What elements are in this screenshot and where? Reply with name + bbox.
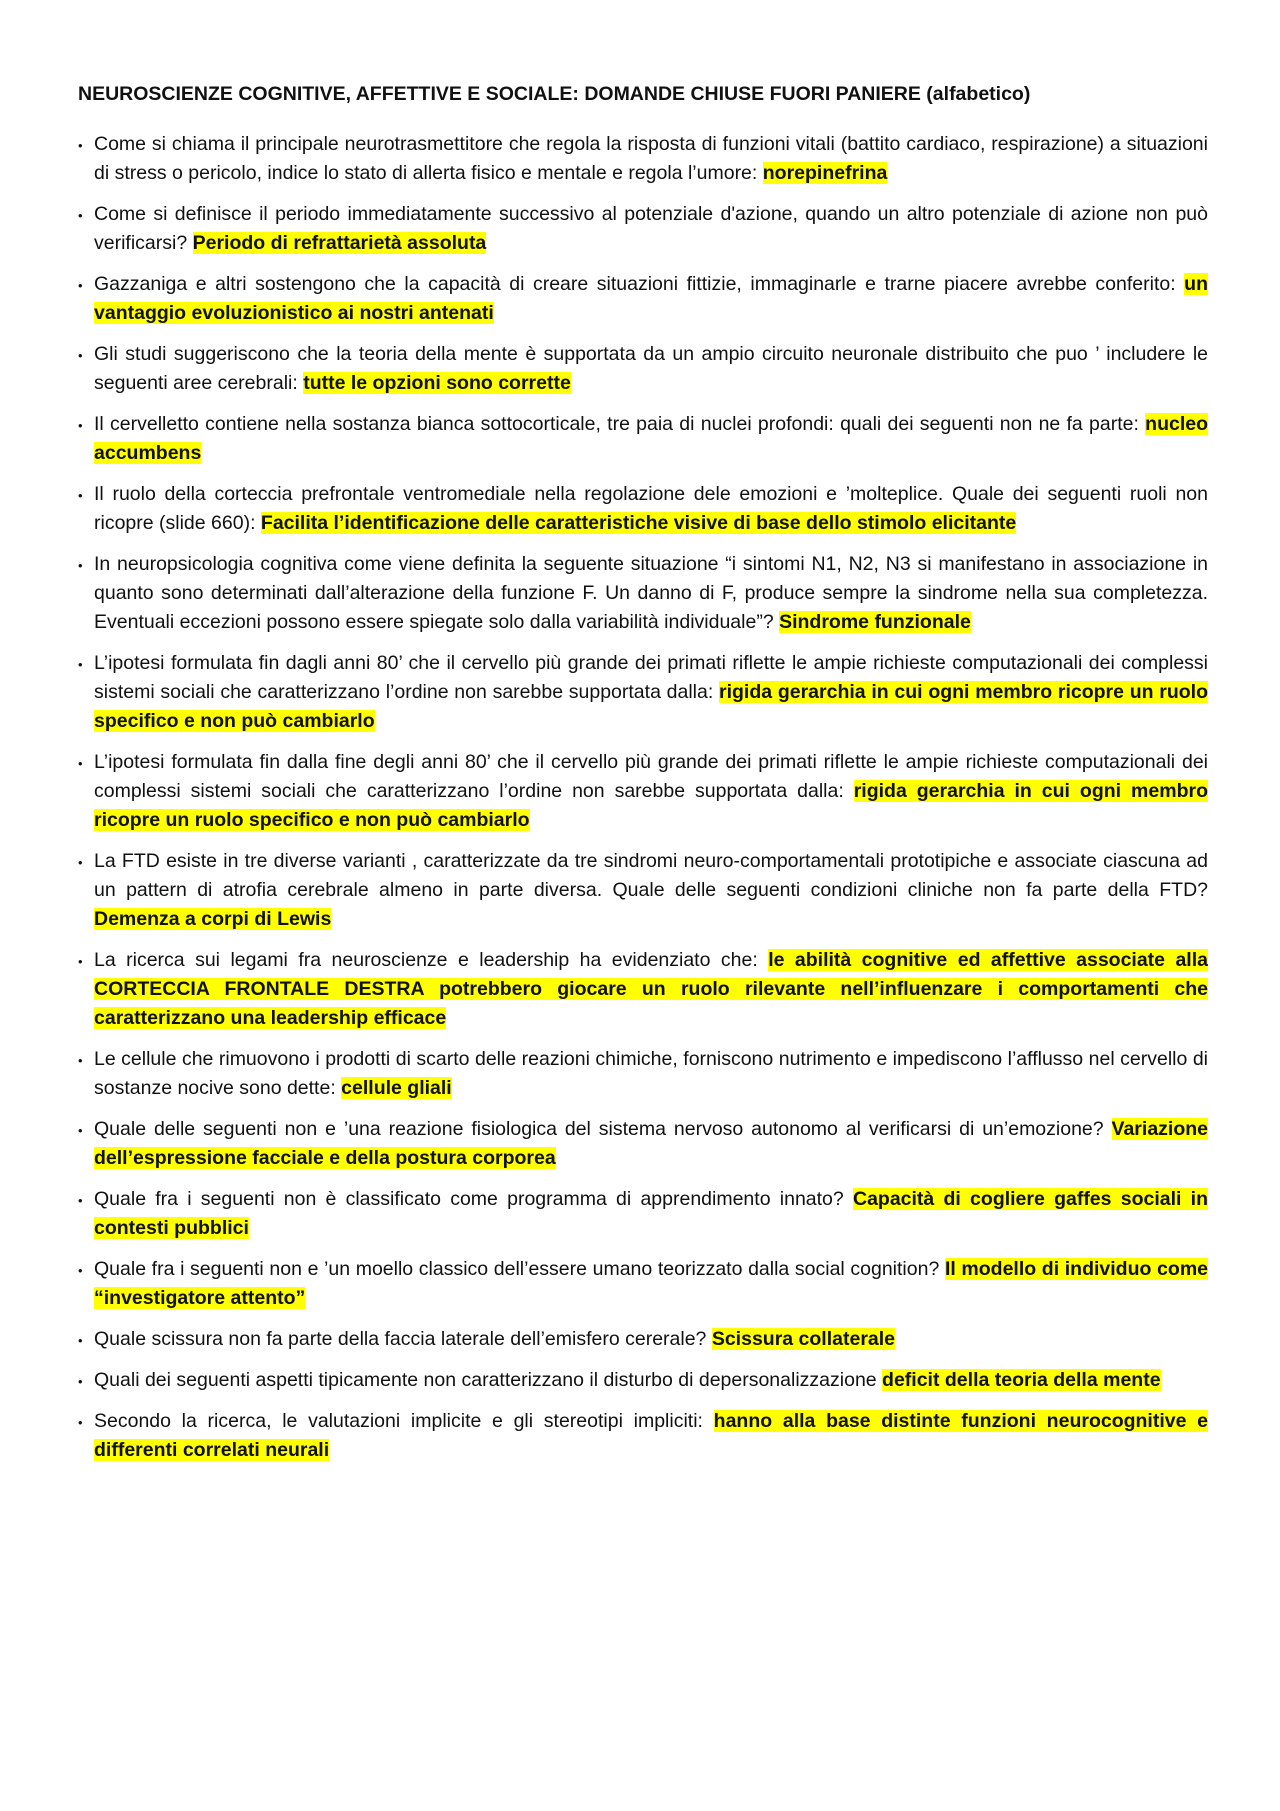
list-item [78, 270, 1208, 328]
bullet-icon: • [78, 954, 83, 969]
question-text: Il ruolo della corteccia prefrontale ventromediale nella regolazione dele emozioni e ’molteplice. Quale dei seguenti ruoli non ricopre (slide 660): [94, 483, 1208, 534]
bullet-icon: • [78, 1193, 83, 1208]
highlighted-answer: Capacità di cogliere gaffes sociali in contesti pubblici [94, 1188, 1208, 1239]
question-text: Il cervelletto contiene nella sostanza bianca sottocorticale, tre paia di nuclei profondi: quali dei seguenti non ne fa parte: [94, 413, 1146, 435]
list-item [78, 1185, 1208, 1243]
document-title: NEUROSCIENZE COGNITIVE, AFFETTIVE E SOCIALE: DOMANDE CHIUSE FUORI PANIERE (alfabetico) [78, 83, 1031, 105]
bullet-icon: • [78, 278, 83, 293]
list-item [78, 1045, 1208, 1103]
list-item [78, 847, 1208, 934]
question-text: Quale scissura non fa parte della faccia laterale dell’emisfero cererale? [94, 1328, 712, 1350]
list-item [78, 1115, 1208, 1173]
highlighted-answer: tutte le opzioni sono corrette [303, 372, 571, 394]
highlighted-answer: norepinefrina [762, 162, 888, 184]
list-item [78, 1325, 1208, 1354]
list-item [78, 946, 1208, 1033]
question-text: Quale fra i seguenti non è classificato come programma di apprendimento innato? [94, 1188, 853, 1210]
bullet-icon: • [78, 488, 83, 503]
highlighted-answer: Variazione dell’espressione facciale e della postura corporea [94, 1118, 1208, 1169]
highlighted-answer: Sindrome funzionale [779, 611, 971, 633]
bullet-icon: • [78, 1263, 83, 1278]
question-text: L’ipotesi formulata fin dagli anni 80’ che il cervello più grande dei primati riflette le ampie richieste computazionali dei complessi sistemi sociali che caratterizzano l’ordine non sarebbe supportata dalla: [94, 652, 1208, 703]
bullet-icon: • [78, 657, 83, 672]
bullet-icon: • [78, 1333, 83, 1348]
bullet-icon: • [78, 1053, 83, 1068]
question-text: Come si definisce il periodo immediatamente successivo al potenziale d'azione, quando un altro potenziale di azione non può verificarsi? [94, 203, 1208, 254]
question-text: Le cellule che rimuovono i prodotti di scarto delle reazioni chimiche, forniscono nutrimento e impediscono l’afflusso nel cervello di sostanze nocive sono dette: [94, 1048, 1208, 1099]
question-text: L’ipotesi formulata fin dalla fine degli anni 80’ che il cervello più grande dei primati riflette le ampie richieste computazionali dei complessi sistemi sociali che caratterizzano l’ordine non sarebbe supportata dalla: [94, 751, 1208, 802]
list-item [78, 1366, 1208, 1395]
question-text: Come si chiama il principale neurotrasmettitore che regola la risposta di funzioni vitali (battito cardiaco, respirazione) a situazioni di stress o pericolo, indice lo stato di allerta fisico e mentale e regola l’umore: [94, 133, 1208, 184]
highlighted-answer: Il modello di individuo come “investigatore attento” [94, 1258, 1208, 1309]
question-text: Secondo la ricerca, le valutazioni implicite e gli stereotipi impliciti: [94, 1410, 714, 1432]
highlighted-answer: Facilita l’identificazione delle caratteristiche visive di base dello stimolo elicitante [260, 512, 1017, 534]
highlighted-answer: Demenza a corpi di Lewis [94, 908, 332, 930]
highlighted-answer: Periodo di refrattarietà assoluta [192, 232, 487, 254]
bullet-icon: • [78, 348, 83, 363]
list-item [78, 550, 1208, 637]
list-item [78, 200, 1208, 258]
question-text: La FTD esiste in tre diverse varianti , caratterizzate da tre sindromi neuro-comportamentali prototipiche e associate ciascuna ad un pattern di atrofia cerebrale almeno in parte diversa. Quale delle seguenti condizioni cliniche non fa parte della FTD? [94, 850, 1208, 901]
bullet-icon: • [78, 1123, 83, 1138]
question-text: Gli studi suggeriscono che la teoria della mente è supportata da un ampio circuito neuronale distribuito che puo ’ includere le seguenti aree cerebrali: [94, 343, 1208, 394]
bullet-icon: • [78, 1415, 83, 1430]
question-list [78, 130, 1208, 1465]
bullet-icon: • [78, 558, 83, 573]
list-item [78, 340, 1208, 398]
highlighted-answer: nucleo accumbens [94, 413, 1208, 464]
question-text: La ricerca sui legami fra neuroscienze e leadership ha evidenziato che: [94, 949, 769, 971]
list-item [78, 649, 1208, 736]
bullet-icon: • [78, 855, 83, 870]
highlighted-answer: le abilità cognitive ed affettive associate alla CORTECCIA FRONTALE DESTRA potrebbero giocare un ruolo rilevante nell’influenzare i comportamenti che caratterizzano una leadership efficace [94, 949, 1208, 1029]
question-text: In neuropsicologia cognitiva come viene definita la seguente situazione “i sintomi N1, N2, N3 si manifestano in associazione in quanto sono determinati dall’alterazione della funzione F. Un danno di F, produce sempre la sindrome nella sua completezza. Eventuali eccezioni possono essere spiegate solo dalla variabilità individuale”? [94, 553, 1208, 633]
bullet-icon: • [78, 208, 83, 223]
question-text: Quale delle seguenti non e ’una reazione fisiologica del sistema nervoso autonomo al verificarsi di un’emozione? [94, 1118, 1112, 1140]
bullet-icon: • [78, 138, 83, 153]
list-item [78, 748, 1208, 835]
list-item [78, 410, 1208, 468]
highlighted-answer: deficit della teoria della mente [882, 1369, 1161, 1391]
bullet-icon: • [78, 756, 83, 771]
bullet-icon: • [78, 1374, 83, 1389]
list-item [78, 480, 1208, 538]
list-item [78, 1255, 1208, 1313]
highlighted-answer: un vantaggio evoluzionistico ai nostri antenati [94, 273, 1208, 324]
question-text: Quale fra i seguenti non e ’un moello classico dell’essere umano teorizzato dalla social cognition? [94, 1258, 945, 1280]
bullet-icon: • [78, 418, 83, 433]
question-text: Quali dei seguenti aspetti tipicamente non caratterizzano il disturbo di depersonalizzazione [94, 1369, 883, 1391]
question-text: Gazzaniga e altri sostengono che la capacità di creare situazioni fittizie, immaginarle e trarne piacere avrebbe conferito: [94, 273, 1185, 295]
highlighted-answer: hanno alla base distinte funzioni neurocognitive e differenti correlati neurali [94, 1410, 1208, 1461]
highlighted-answer: rigida gerarchia in cui ogni membro ricopre un ruolo specifico e non può cambiarlo [94, 681, 1208, 732]
highlighted-answer: Scissura collaterale [711, 1328, 896, 1350]
list-item [78, 1407, 1208, 1465]
highlighted-answer: cellule gliali [341, 1077, 452, 1099]
list-item [78, 130, 1208, 188]
highlighted-answer: rigida gerarchia in cui ogni membro ricopre un ruolo specifico e non può cambiarlo [94, 780, 1208, 831]
